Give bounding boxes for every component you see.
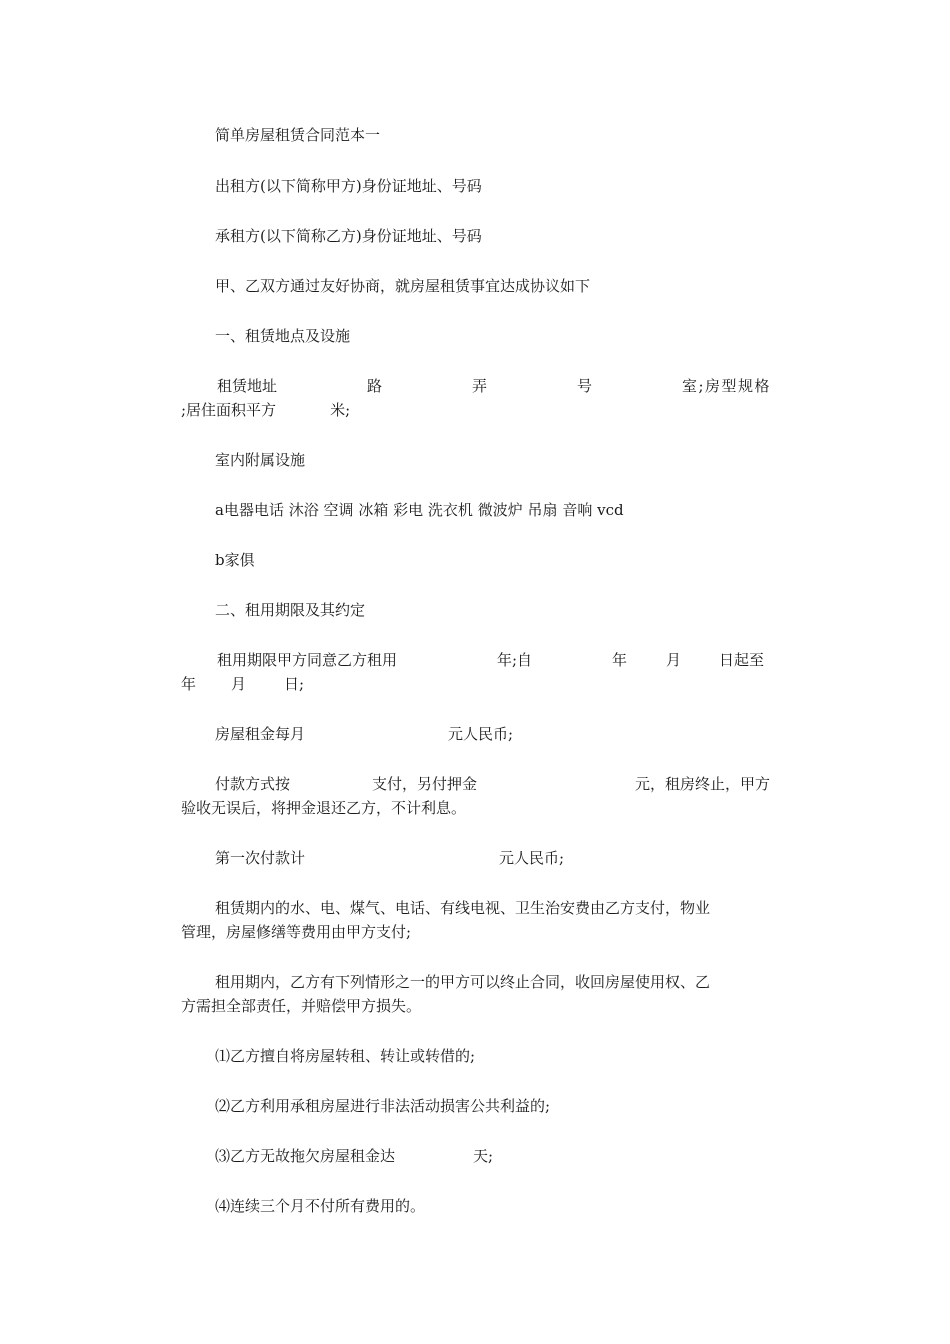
facility-item: 彩电 — [393, 501, 424, 519]
facilities-list-b: b家俱 — [215, 551, 255, 569]
facility-item: 洗衣机 — [427, 501, 473, 519]
term-year: 年 — [612, 651, 628, 669]
road-label: 路 — [366, 377, 382, 395]
payment-line-2: 验收无误后，将押金退还乙方，不计利息。 — [181, 799, 467, 817]
deposit-label: 支付，另付押金 — [372, 775, 478, 793]
facility-item: 空调 — [323, 501, 354, 519]
fees-line-2: 管理，房屋修缮等费用由甲方支付; — [181, 923, 412, 941]
area-unit: 米; — [330, 401, 351, 419]
address-label: 租赁地址 — [217, 377, 278, 395]
arrears-unit: 天; — [473, 1147, 494, 1165]
payment-method-label: 付款方式按 — [215, 775, 291, 793]
address-line — [181, 375, 771, 397]
facility-item: 吊扇 — [527, 501, 558, 519]
deposit-unit: 元，租房终止，甲方 — [634, 775, 770, 793]
document-title: 简单房屋租赁合同范本一 — [215, 126, 381, 144]
room-type-label: 室;房型规格 — [681, 377, 771, 395]
lessor-line: 出租方(以下简称甲方)身份证地址、号码 — [215, 177, 482, 195]
termination-item-2: ⑵乙方利用承租房屋进行非法活动损害公共利益的; — [215, 1097, 551, 1115]
lessee-line: 承租方(以下简称乙方)身份证地址、号码 — [215, 227, 482, 245]
facilities-list-a — [215, 499, 773, 521]
intro-paragraph: 甲、乙双方通过友好协商，就房屋租赁事宜达成协议如下 — [215, 277, 591, 295]
lane-label: 弄 — [471, 377, 487, 395]
rent-unit: 元人民币; — [448, 725, 514, 743]
term-day-start: 日起至 — [719, 651, 765, 669]
term-end-day: 日; — [284, 675, 305, 693]
arrears-label: ⑶乙方无故拖欠房屋租金达 — [215, 1147, 396, 1165]
facility-item: 音响 — [562, 501, 593, 519]
fees-line-1: 租赁期内的水、电、煤气、电话、有线电视、卫生治安费由乙方支付，物业 — [215, 899, 711, 917]
termination-line-1: 租用期内，乙方有下列情形之一的甲方可以终止合同，收回房屋使用权、乙 — [215, 973, 711, 991]
section2-heading: 二、租用期限及其约定 — [215, 601, 366, 619]
term-end-month: 月 — [231, 675, 247, 693]
term-month: 月 — [666, 651, 682, 669]
rent-label: 房屋租金每月 — [215, 725, 306, 743]
number-label: 号 — [576, 377, 592, 395]
termination-line-2: 方需担全部责任，并赔偿甲方损失。 — [181, 997, 422, 1015]
termination-item-1: ⑴乙方擅自将房屋转租、转让或转借的; — [215, 1047, 476, 1065]
term-label: 租用期限甲方同意乙方租用 — [217, 651, 398, 669]
facility-item: 冰箱 — [358, 501, 389, 519]
term-year-from: 年;自 — [497, 651, 533, 669]
termination-item-4: ⑷连续三个月不付所有费用的。 — [215, 1197, 426, 1215]
facility-item: a电器电话 — [215, 501, 284, 519]
facility-item: vcd — [597, 501, 624, 519]
facility-item: 沐浴 — [288, 501, 319, 519]
first-payment-unit: 元人民币; — [499, 849, 565, 867]
facilities-heading: 室内附属设施 — [215, 451, 306, 469]
first-payment-label: 第一次付款计 — [215, 849, 306, 867]
area-label: ;居住面积平方 — [181, 401, 277, 419]
section1-heading: 一、租赁地点及设施 — [215, 327, 351, 345]
facility-item: 微波炉 — [477, 501, 523, 519]
term-end-year: 年 — [181, 675, 197, 693]
area-line — [181, 399, 773, 421]
